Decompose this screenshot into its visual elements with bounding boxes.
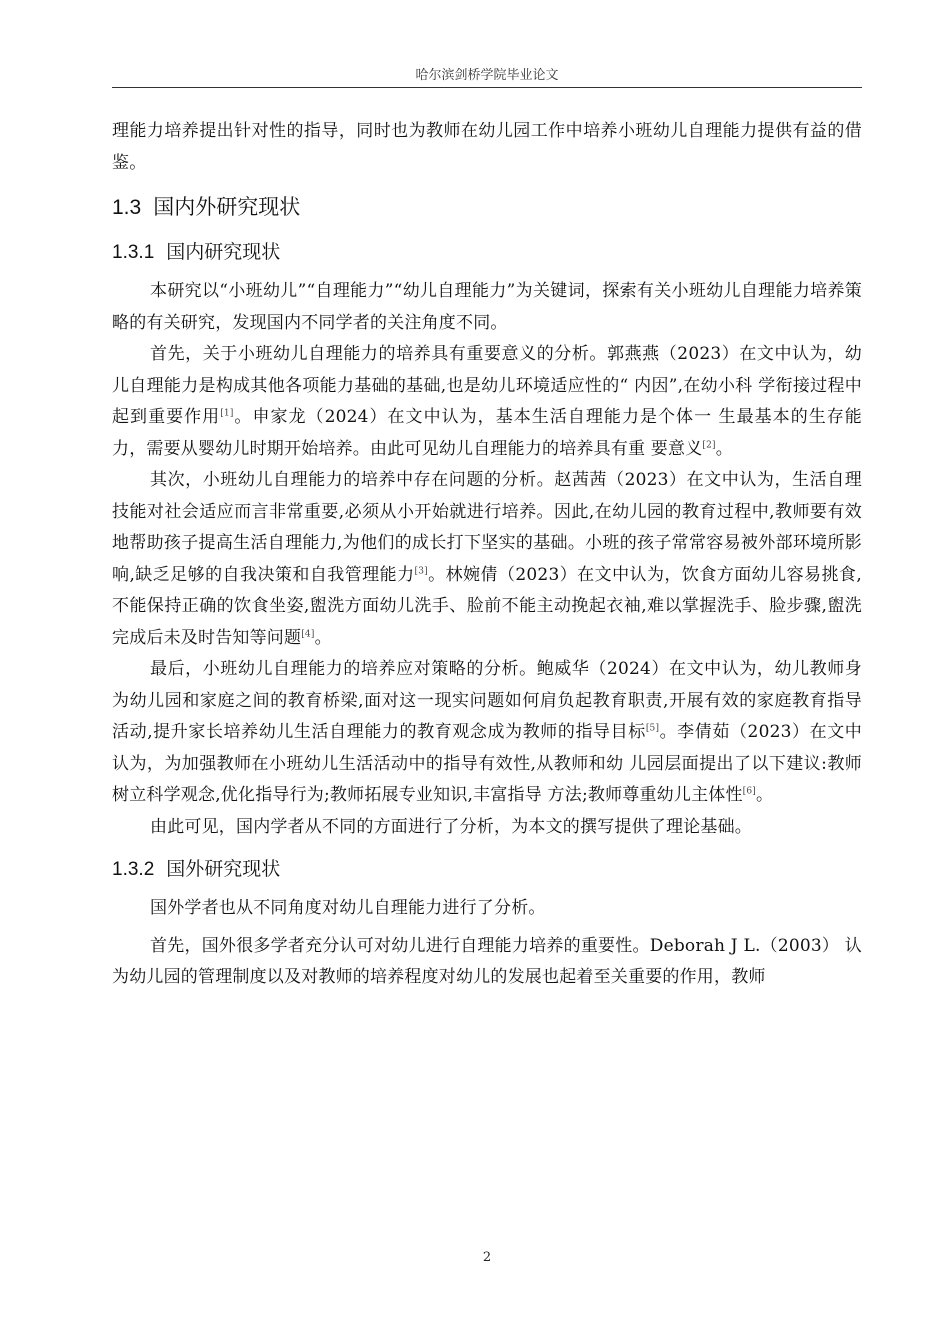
citation-6: [6] (742, 786, 757, 797)
citation-2: [2] (702, 439, 716, 450)
paragraph-continuation: 理能力培养提出针对性的指导，同时也为教师在幼儿园工作中培养小班幼儿自理能力提供有益的借鉴。 (112, 121, 862, 173)
subsection-number: 1.3.1 (112, 242, 155, 263)
header-rule (112, 87, 862, 88)
text-run: 首先，关于小班幼儿自理能力的培养具有重要意义的分析。郭燕燕（2023）在文中认为，幼儿自理能力是构成其他各项能力基础的基础,也是幼儿环境适应性的“ 内因”,在幼小科 学衔接过程中起到重要作用 (112, 344, 862, 427)
citation-1: [1] (220, 408, 234, 419)
paragraph-problems (112, 465, 862, 654)
section-heading-1-3 (112, 189, 862, 227)
citation-4: [4] (301, 628, 315, 639)
running-header: 哈尔滨剑桥学院毕业论文 (415, 68, 559, 83)
text-run: 最后，小班幼儿自理能力的培养应对策略的分析。鲍威华（2024）在文中认为，幼儿教师身为幼儿园和家庭之间的教育桥梁,面对这一现实问题如何肩负起教育职责,开展有效的家庭教育指导活动,提升家长培养幼儿生活自理能力的教育观念成为教师的指导目标 (112, 659, 862, 742)
paragraph-strategies (112, 654, 862, 812)
text-run: 。 (715, 438, 733, 459)
text-run: 。 (314, 627, 332, 648)
text-run: 。申家龙（2024）在文中认为，基本生活自理能力是个体一 生最基本的生存能力，需要从婴幼儿时期开始培养。由此可见幼儿自理能力的培养具有重 要意义 (112, 407, 862, 459)
subsection-title: 国外研究现状 (166, 859, 281, 880)
text-run: 。李倩茹（2023）在文中认为，为加强教师在小班幼儿生活活动中的指导有效性,从教师和幼 儿园层面提出了以下建议:教师树立科学观念,优化指导行为;教师拓展专业知识,丰富指导 方法;教师尊重幼儿主体性 (112, 722, 862, 805)
citation-3: [3] (414, 565, 428, 576)
text-run: 。林婉倩（2023）在文中认为，饮食方面幼儿容易挑食,不能保持正确的饮食坐姿,盥洗方面幼儿洗手、脸前不能主动挽起衣袖,难以掌握洗手、脸步骤,盥洗完成后未及时告知等问题 (112, 564, 862, 648)
page-number: 2 (482, 1250, 492, 1265)
section-title: 国内外研究现状 (153, 196, 301, 219)
text-run: 。 (756, 785, 774, 805)
paragraph-foreign-first: 首先，国外很多学者充分认可对幼儿进行自理能力培养的重要性。Deborah J L.（2003） 认为幼儿园的管理制度以及对教师的培养程度对幼儿的发展也起着至关重要的作用，教师 (112, 935, 862, 987)
spacer (112, 843, 862, 849)
paragraph-summary: 由此可见，国内学者从不同的方面进行了分析，为本文的撰写提供了理论基础。 (150, 816, 752, 837)
paragraph-foreign-intro: 国外学者也从不同角度对幼儿自理能力进行了分析。 (150, 898, 546, 918)
paragraph-significance (112, 339, 862, 465)
subsection-heading-1-3-2 (112, 853, 862, 887)
section-number: 1.3 (112, 196, 142, 219)
subsection-heading-1-3-1 (112, 236, 862, 270)
page-body (112, 116, 862, 994)
citation-5: [5] (645, 723, 660, 734)
paragraph-keywords: 本研究以“小班幼儿”“自理能力”“幼儿自理能力”为关键词，探索有关小班幼儿自理能力培养策略的有关研究，发现国内不同学者的关注角度不同。 (112, 281, 862, 333)
subsection-title: 国内研究现状 (166, 242, 281, 263)
text-run: 其次，小班幼儿自理能力的培养中存在问题的分析。赵茜茜（2023）在文中认为，生活自理技能对社会适应而言非常重要,必须从小开始就进行培养。因此,在幼儿园的教育过程中,教师要有效地帮助孩子提高生活自理能力,为他们的成长打下坚实的基础。小班的孩子常常容易被外部环境所影响,缺乏足够的自我决策和自我管理能力 (112, 470, 862, 585)
subsection-number: 1.3.2 (112, 859, 155, 880)
